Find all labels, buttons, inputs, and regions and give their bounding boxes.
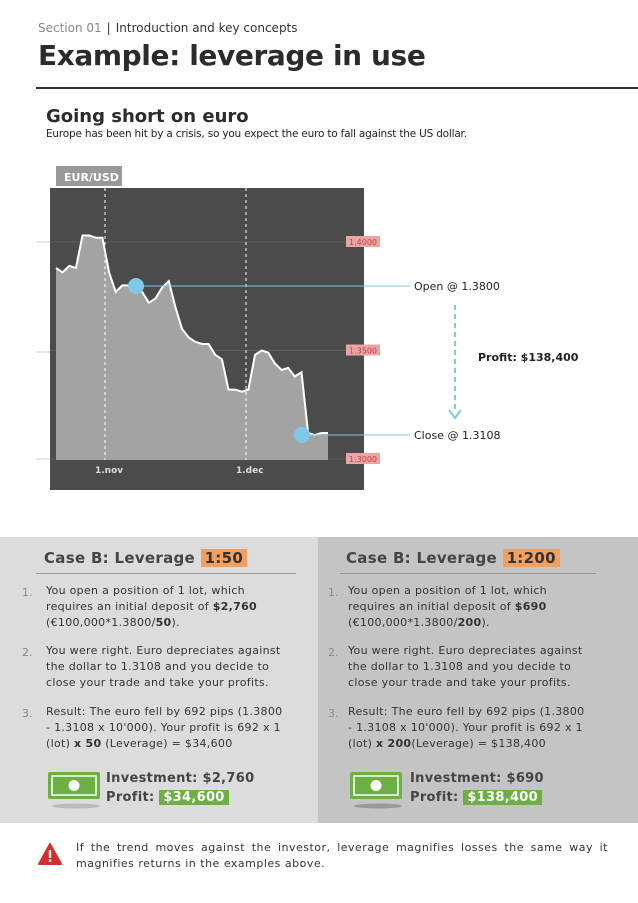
case-2-formula: (€100,000*1.3800/ — [348, 616, 458, 629]
case-2-step-1-line-1: You open a position of 1 lot, which — [348, 584, 547, 597]
case-2-step-2-line-2: the dollar to 1.3108 and you decide to — [348, 660, 572, 673]
case-2-step-2-line-1: You were right. Euro depreciates against — [348, 644, 583, 657]
case-2-step-1-line-2: requires an initial deposit of — [348, 600, 515, 613]
case-1-step-2-line-3: close your trade and take your profits. — [46, 676, 269, 689]
case-2-profit-label: Profit: — [410, 790, 459, 805]
case-1-step-1-line-1: You open a position of 1 lot, which — [46, 584, 245, 597]
profit-label: Profit: $138,400 — [478, 351, 579, 364]
warning-icon — [38, 843, 62, 865]
case-1-step-3-line-1: Result: The euro fell by 692 pips (1.3800 — [46, 705, 283, 718]
case-2-multiplier: x 200 — [375, 737, 412, 750]
case-1-deposit: $2,760 — [212, 600, 257, 613]
case-1-step-3 — [46, 704, 282, 752]
case-2-step-3-num: 3. — [328, 707, 339, 720]
case-1-step-3-line-3a: (lot) — [46, 737, 74, 750]
ytick-0: 1.4000 — [349, 238, 377, 247]
case-1-heading-text: Case B: Leverage — [44, 549, 196, 567]
case-1-investment: Investment: $2,760 — [106, 771, 255, 786]
case-1-step-1-num: 1. — [22, 586, 33, 599]
case-2-step-1-num: 1. — [328, 586, 339, 599]
case-1-multiplier: x 50 — [73, 737, 102, 750]
case-2-formula-ratio: 200 — [457, 616, 482, 629]
case-1-step-1 — [46, 583, 257, 631]
case-2-ratio: 1:200 — [503, 549, 560, 567]
section-separator: | — [106, 21, 111, 35]
case-1-step-2-num: 2. — [22, 646, 33, 659]
case-1-step-2 — [46, 643, 281, 691]
case-1-ratio: 1:50 — [201, 549, 248, 567]
section-label: Section 01 — [38, 21, 102, 35]
case-2-formula-end: ). — [481, 616, 490, 629]
money-icon — [348, 770, 404, 810]
warning-text: If the trend moves against the investor, leverage magnifies losses the same way it magnifies returns in the examples above. — [76, 841, 608, 870]
case-2-investment: Investment: $690 — [410, 771, 544, 786]
case-1-divider — [36, 573, 296, 574]
case-1-formula: (€100,000*1.3800/ — [46, 616, 156, 629]
case-1-step-2-line-1: You were right. Euro depreciates against — [46, 644, 281, 657]
case-1-step-3-line-3b: (Leverage) = $34,600 — [101, 737, 233, 750]
header-divider — [36, 87, 638, 89]
case-2-step-3-line-3a: (lot) — [348, 737, 376, 750]
case-1-heading — [44, 549, 247, 567]
case-2-step-3 — [348, 704, 584, 752]
case-1-step-3-num: 3. — [22, 707, 33, 720]
case-2-step-3-line-1: Result: The euro fell by 692 pips (1.3800 — [348, 705, 585, 718]
case-2-summary — [410, 769, 544, 807]
case-2-heading-text: Case B: Leverage — [346, 549, 498, 567]
case-1-formula-ratio: 50 — [155, 616, 172, 629]
chart-title: EUR/USD — [64, 171, 119, 184]
case-2-step-1 — [348, 583, 547, 631]
xtick-nov: 1.nov — [95, 466, 124, 476]
case-2-step-2-line-3: close your trade and take your profits. — [348, 676, 571, 689]
page-title: Example: leverage in use — [38, 39, 426, 72]
case-2-heading — [346, 549, 560, 567]
case-2-step-3-line-2: - 1.3108 x 10'000). Your profit is 692 x 1 — [348, 721, 583, 734]
case-2-deposit: $690 — [514, 600, 547, 613]
eurusd-chart — [0, 160, 638, 500]
close-marker — [294, 427, 310, 443]
case-2-step-3-line-3b: (Leverage) = $138,400 — [411, 737, 546, 750]
case-1-step-3-line-2: - 1.3108 x 10'000). Your profit is 692 x 1 — [46, 721, 281, 734]
case-2-step-2-num: 2. — [328, 646, 339, 659]
case-1-step-2-line-2: the dollar to 1.3108 and you decide to — [46, 660, 270, 673]
case-1-formula-end: ). — [171, 616, 180, 629]
case-1-summary — [106, 769, 254, 807]
case-1-step-1-line-2: requires an initial deposit of — [46, 600, 213, 613]
xtick-dec: 1.dec — [236, 466, 264, 476]
intro-title: Going short on euro — [46, 106, 249, 127]
case-1-profit-value: $34,600 — [159, 790, 228, 805]
section-breadcrumb — [38, 21, 298, 35]
close-label: Close @ 1.3108 — [414, 429, 501, 442]
open-label: Open @ 1.3800 — [414, 280, 500, 293]
money-icon — [46, 770, 102, 810]
case-2-step-2 — [348, 643, 583, 691]
ytick-1: 1.3500 — [349, 346, 377, 356]
intro-description: Europe has been hit by a crisis, so you expect the euro to fall against the US dollar. — [46, 128, 467, 140]
open-marker — [128, 278, 144, 294]
case-2-profit-value: $138,400 — [463, 790, 542, 805]
section-title: Introduction and key concepts — [115, 21, 298, 35]
ytick-2: 1.3000 — [349, 455, 377, 464]
case-2-divider — [340, 573, 596, 574]
profit-arrow-head — [449, 410, 461, 418]
case-1-profit-label: Profit: — [106, 790, 155, 805]
